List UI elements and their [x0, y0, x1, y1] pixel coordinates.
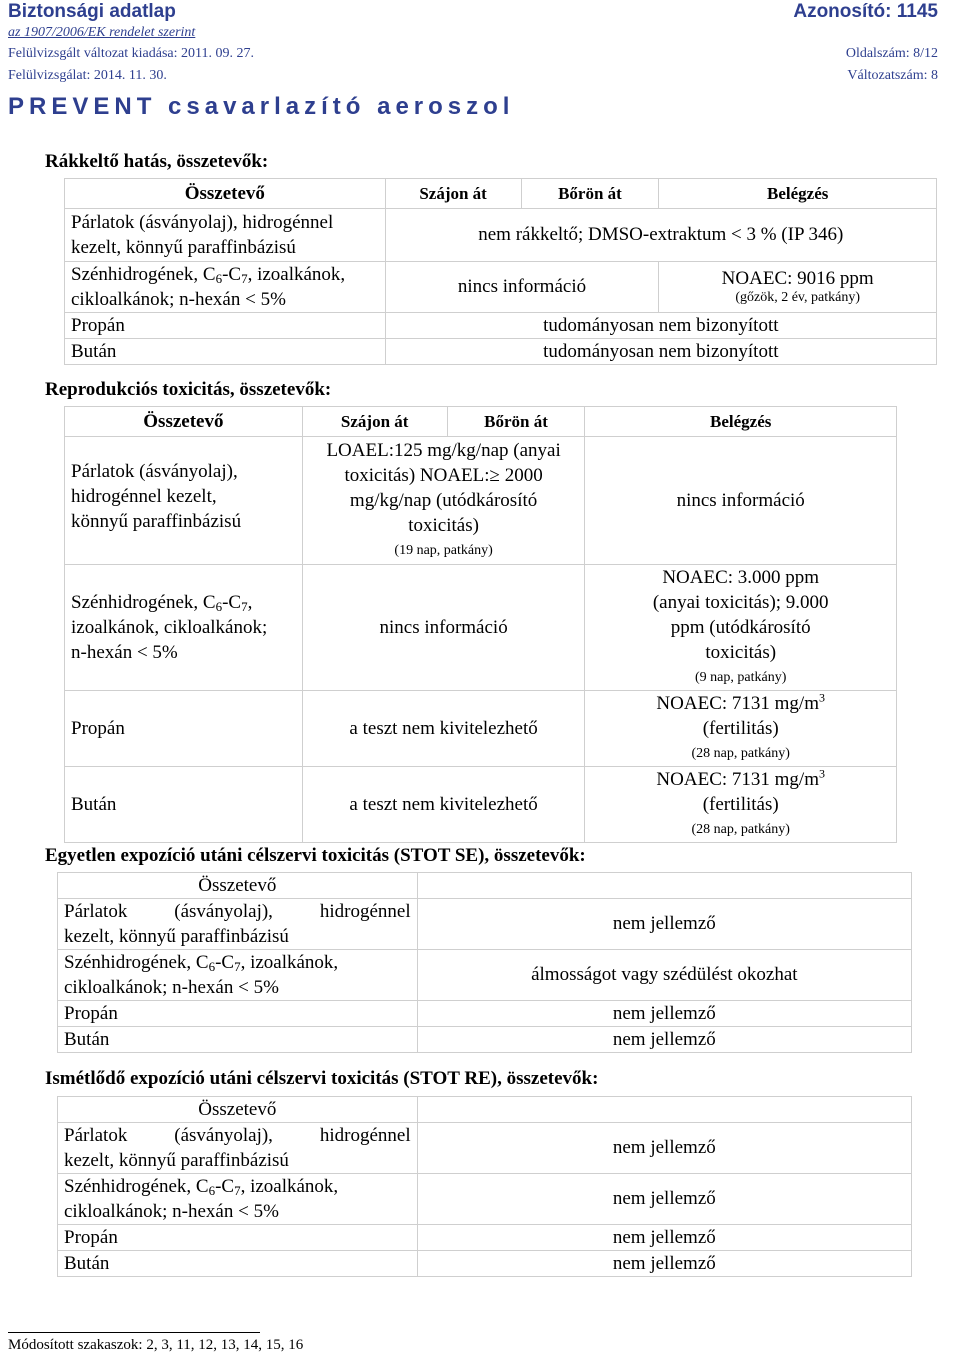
table-header-row: Összetevő — [58, 1097, 912, 1123]
table-header-row: Összetevő Szájon át Bőrön át Belégzés — [65, 407, 897, 437]
table-row: Propán nem jellemző — [58, 1001, 912, 1027]
stot-se-table — [57, 872, 912, 1053]
table-row: Propán tudományosan nem bizonyított — [65, 313, 937, 339]
table-row: Propán a teszt nem kivitelezhető NOAEC: 7131 $mg/m^3$ (fertilitás) (28 nap, patkány) — [65, 691, 897, 767]
table-header-row: Összetevő Szájon át Bőrön át Belégzés — [65, 179, 937, 209]
table-row: Párlatok (ásványolaj), hidrogénnel kezelt, könnyű paraffinbázisú nem rákkeltő; DMSO-extraktum < 3 % (IP 346) — [65, 209, 937, 262]
stot-re-table — [57, 1096, 912, 1277]
regulation: az 1907/2006/EK rendelet szerint — [8, 25, 196, 40]
issue-date: Felülvizsgált változat kiadása: 2011. 09. 27. — [8, 46, 254, 61]
footer-divider — [8, 1332, 260, 1333]
review-date: Felülvizsgálat: 2014. 11. 30. — [8, 68, 167, 83]
doc-id: Azonosító: 1145 — [793, 1, 938, 22]
table-row: Párlatok (ásványolaj), hidrogénnel kezelt, könnyű paraffinbázisú nem jellemző — [58, 899, 912, 950]
table-row: Párlatok (ásványolaj), hidrogénnel kezelt, könnyű paraffinbázisú nem jellemző — [58, 1123, 912, 1174]
table-row: Szénhidrogének, $C_6-C_7$, izoalkánok, cikloalkánok; n-hexán < 5% nincs információ NOAEC: 3.000 ppm (anyai toxicitás); 9.000 ppm (utódkárosító toxicitás) (9 nap, patkány) — [65, 565, 897, 691]
stot-se-title: Egyetlen expozíció utáni célszervi toxicitás (STOT SE), összetevők: — [45, 845, 586, 866]
table-row: Bután nem jellemző — [58, 1027, 912, 1053]
table-row: Bután a teszt nem kivitelezhető NOAEC: 7131 $mg/m^3$ (fertilitás) (28 nap, patkány) — [65, 767, 897, 843]
doc-title: Biztonsági adatlap — [8, 1, 176, 22]
table-row: Bután tudományosan nem bizonyított — [65, 339, 937, 365]
reproductive-title: Reprodukciós toxicitás, összetevők: — [45, 379, 332, 400]
version: Változatszám: 8 — [847, 68, 938, 83]
reproductive-table — [64, 406, 897, 843]
table-row: Szénhidrogének, $C_6-C_7$, izoalkánok, cikloalkánok; n-hexán < 5% nincs információ NOAEC: 9016 ppm (gőzök, 2 év, patkány) — [65, 262, 937, 313]
stot-re-title: Ismétlődő expozíció utáni célszervi toxicitás (STOT RE), összetevők: — [45, 1068, 599, 1089]
table-header-row: Összetevő — [58, 873, 912, 899]
table-row: Párlatok (ásványolaj), hidrogénnel kezelt, könnyű paraffinbázisú LOAEL:125 mg/kg/nap (anyai toxicitás) NOAEL:≥ 2000 mg/kg/nap (utódkárosító toxicitás) (19 nap, patkány) nincs információ — [65, 437, 897, 565]
table-row: Szénhidrogének, $C_6-C_7$, izoalkánok, cikloalkánok; n-hexán < 5% nem jellemző — [58, 1174, 912, 1225]
carcinogenicity-title: Rákkeltő hatás, összetevők: — [45, 151, 269, 172]
modified-sections: Módosított szakaszok: 2, 3, 11, 12, 13, 14, 15, 16 — [8, 1337, 304, 1353]
table-row: Szénhidrogének, $C_6-C_7$, izoalkánok, cikloalkánok; n-hexán < 5% álmosságot vagy szédülést okozhat — [58, 950, 912, 1001]
product-name: PREVENT csavarlazító aeroszol — [8, 93, 515, 120]
table-row: Propán nem jellemző — [58, 1225, 912, 1251]
table-row: Bután nem jellemző — [58, 1251, 912, 1277]
carcinogenicity-table — [64, 178, 937, 365]
page-number: Oldalszám: 8/12 — [845, 46, 938, 61]
